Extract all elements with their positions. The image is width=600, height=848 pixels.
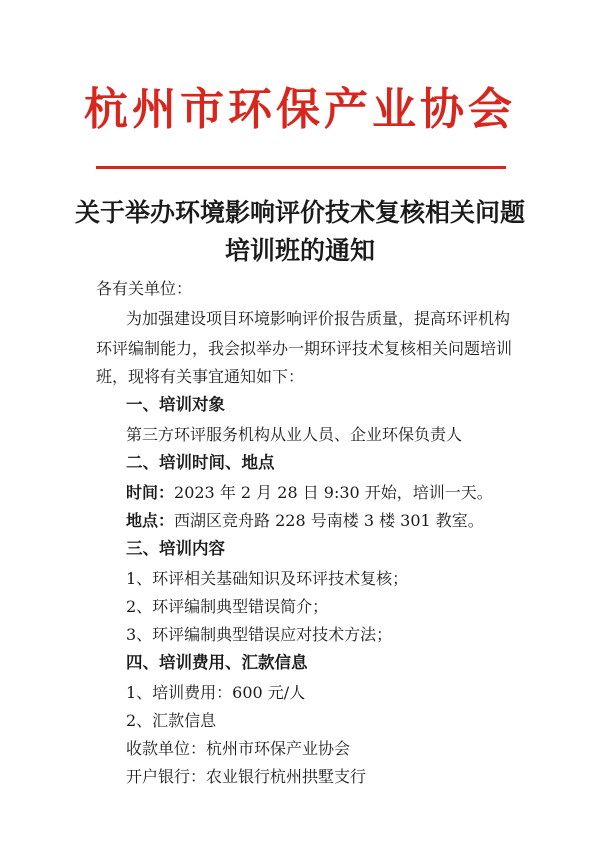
place-label: 地点： (126, 511, 175, 530)
org-letterhead-title: 杭州市环保产业协会 (84, 84, 516, 135)
section-3-heading: 三、培训内容 (126, 539, 225, 558)
intro-line-1: 为加强建设项目环境影响评价报告质量，提高环评机构 (126, 309, 511, 328)
time-label: 时间： (126, 483, 175, 502)
section-1-heading: 一、培训对象 (126, 395, 225, 414)
place-value: 西湖区竞舟路 228 号南楼 3 楼 301 教室。 (174, 511, 484, 530)
salutation: 各有关单位： (96, 279, 193, 298)
bank-line: 开户银行：农业银行杭州拱墅支行 (126, 767, 367, 786)
fee-item-1: 1、培训费用：600 元/人 (126, 683, 306, 702)
payee-line: 收款单位：杭州市环保产业协会 (126, 739, 351, 758)
content-item-3: 3、环评编制典型错误应对技术方法； (126, 625, 393, 644)
place-line (126, 510, 484, 532)
intro-line-2: 环评编制能力，我会拟举办一期环评技术复核相关问题培训 (96, 339, 513, 358)
letterhead-red-rule (96, 166, 506, 169)
notice-title-line-2: 培训班的通知 (224, 236, 375, 265)
content-item-2: 2、环评编制典型错误简介； (126, 597, 329, 616)
notice-title-line-1: 关于举办环境影响评价技术复核相关问题 (74, 198, 525, 227)
time-value: 2023 年 2 月 28 日 9:30 开始，培训一天。 (174, 483, 493, 502)
content-item-1: 1、环评相关基础知识及环评技术复核； (126, 569, 409, 588)
time-line (126, 482, 493, 504)
section-2-heading: 二、培训时间、地点 (126, 453, 275, 472)
section-1-text: 第三方环评服务机构从业人员、企业环保负责人 (126, 425, 463, 444)
section-4-heading: 四、培训费用、汇款信息 (126, 653, 308, 672)
fee-item-2: 2、汇款信息 (126, 711, 217, 730)
intro-line-3: 班，现将有关事宜通知如下： (96, 367, 305, 386)
